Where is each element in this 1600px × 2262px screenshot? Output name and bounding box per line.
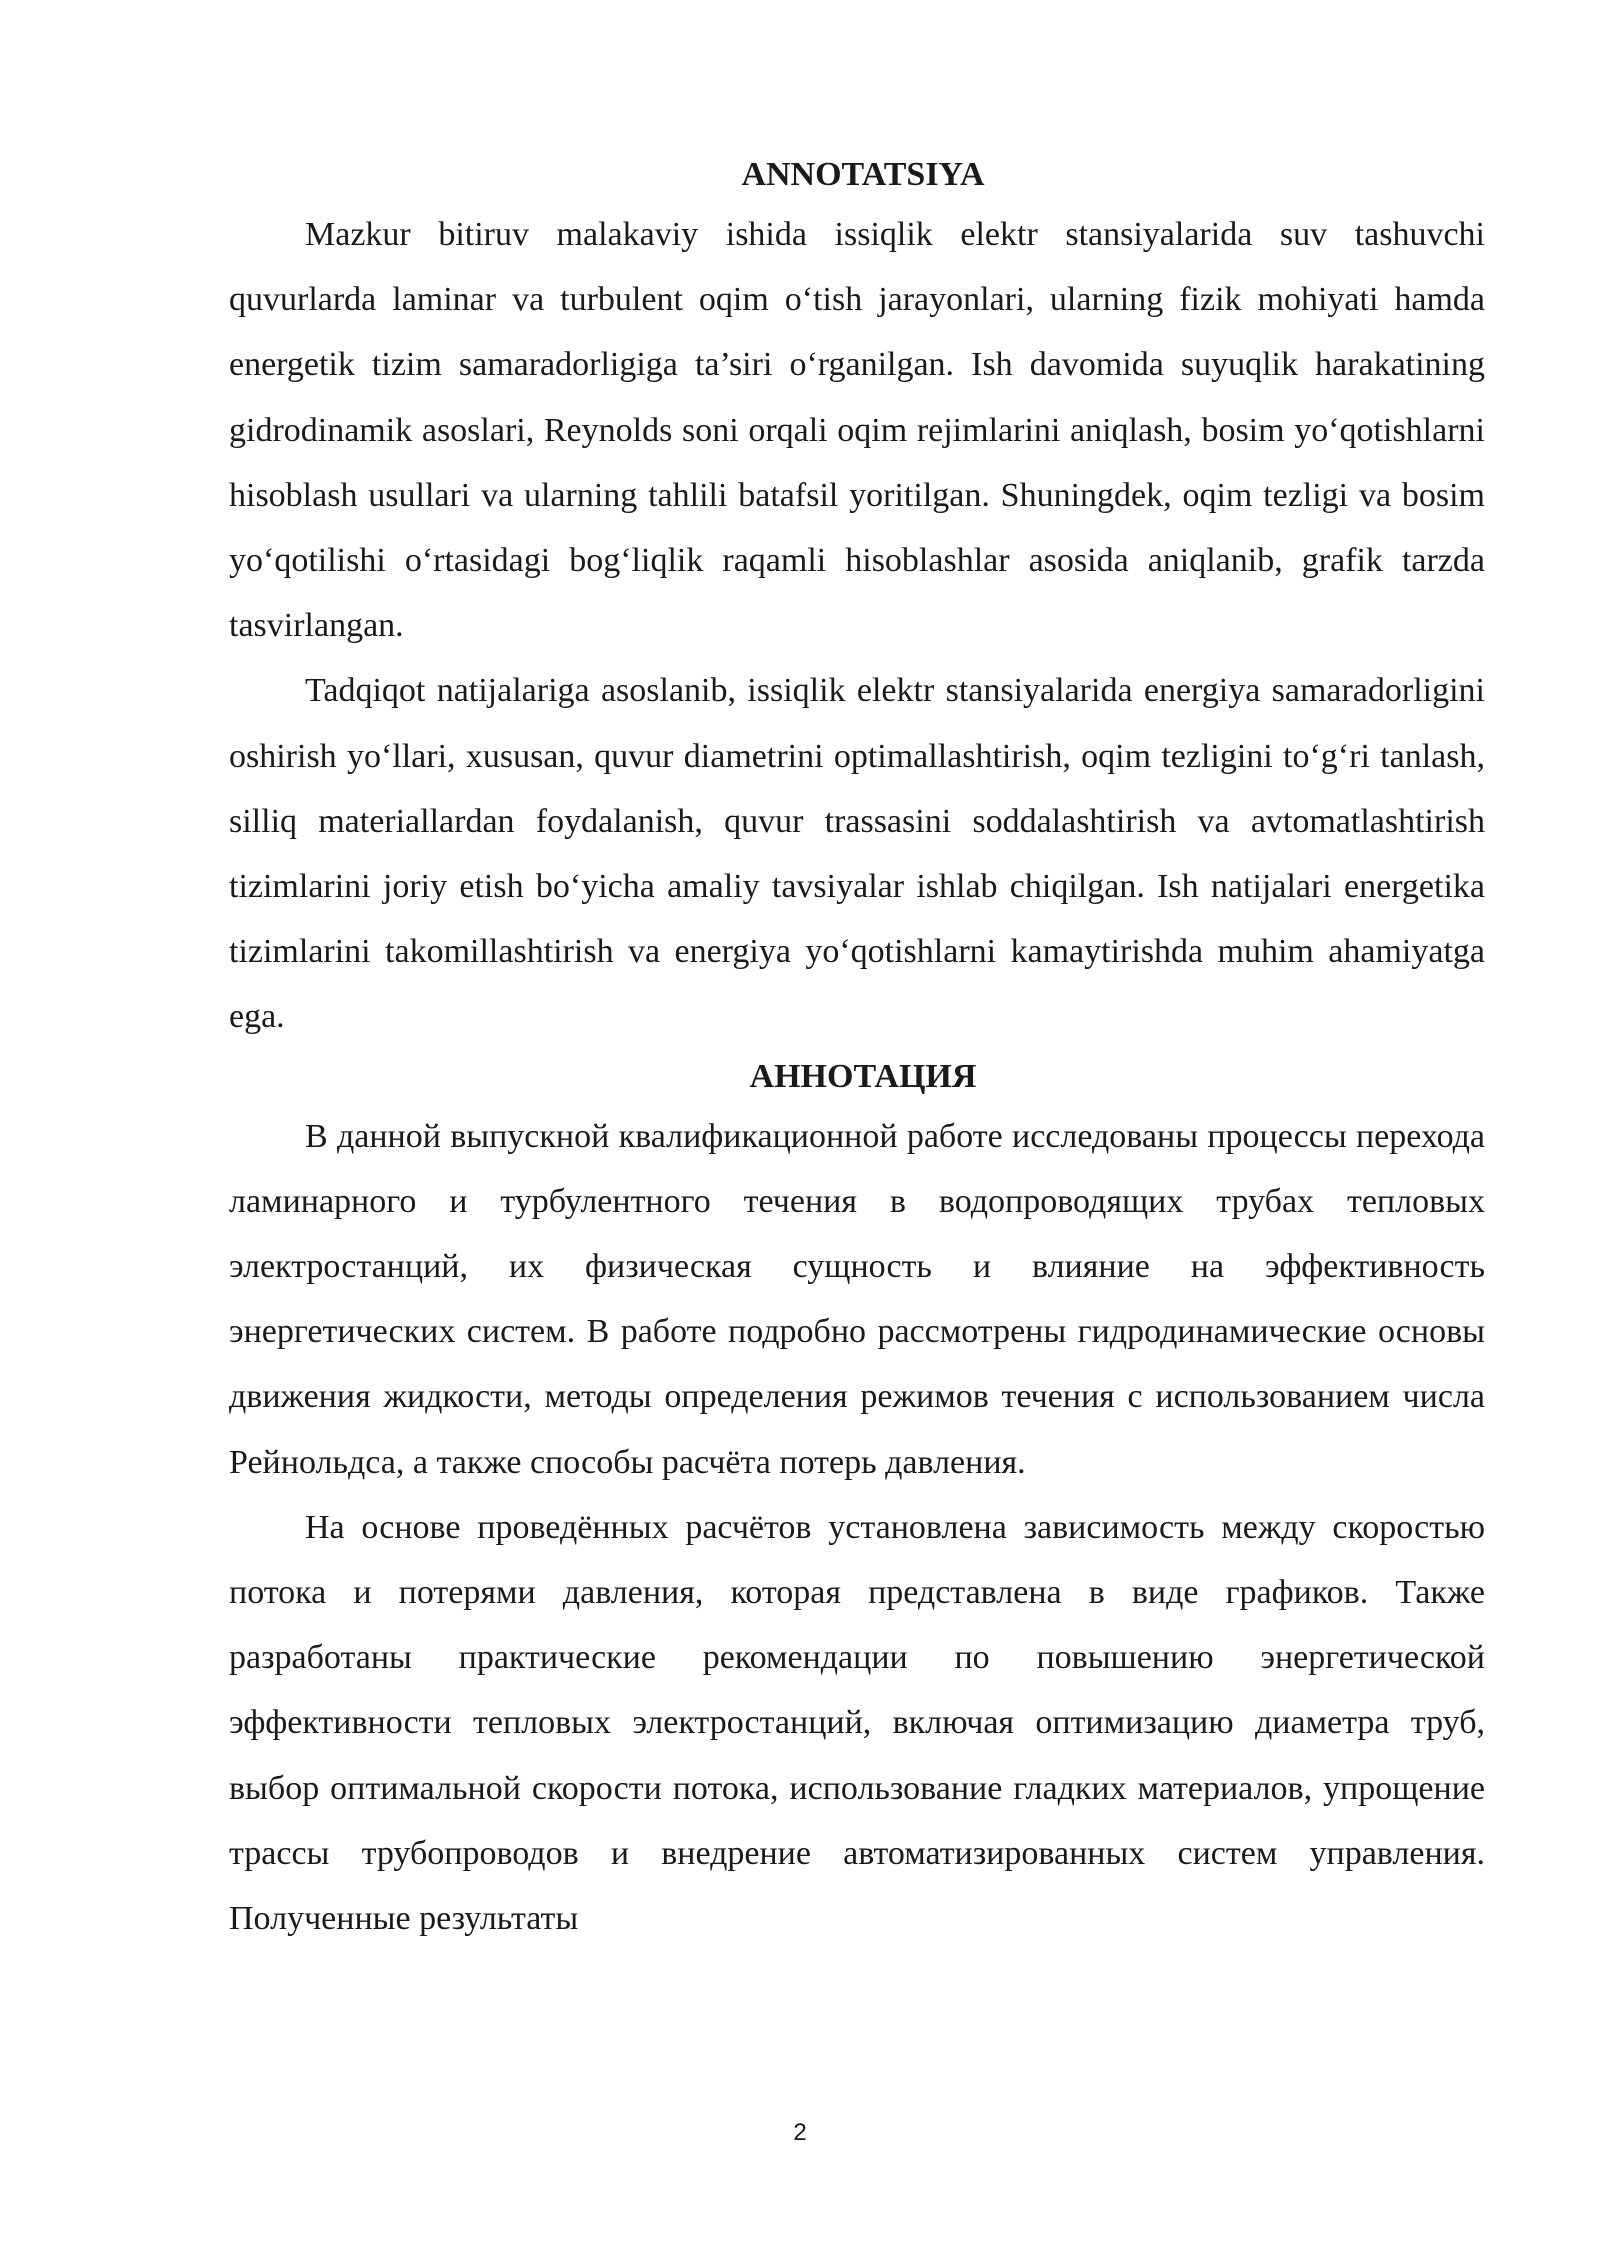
page-content bbox=[229, 148, 1485, 1951]
annotation-paragraph-ru-2: На основе проведённых расчётов установлена зависимость между скоростью потока и потерями давления, которая представлена в виде графиков. Также разработаны практические рекомендации по повышению энергетической эффективности тепловых электростанций, включая оптимизацию диаметра труб, выбор оптимальной скорости потока, использование гладких материалов, упрощение трассы трубопроводов и внедрение автоматизированных систем управления. Полученные результаты bbox=[229, 1508, 1485, 1938]
annotation-paragraph-uz-1: Mazkur bitiruv malakaviy ishida issiqlik elektr stansiyalarida suv tashuvchi quvurlarda laminar va turbulent oqim o‘tish jarayonlari, ularning fizik mohiyati hamda energetik tizim samaradorligiga ta’siri o‘rganilgan. Ish davomida suyuqlik harakatining gidrodinamik asoslari, Reynolds soni orqali oqim rejimlarini aniqlash, bosim yo‘qotishlarni hisoblash usullari va ularning tahlili batafsil yoritilgan. Shuningdek, oqim tezligi va bosim yo‘qotilishi o‘rtasidagi bog‘liqlik raqamli hisoblashlar asosida aniqlanib, grafik tarzda tasvirlangan. bbox=[229, 216, 1485, 645]
annotation-paragraph-ru-1: В данной выпускной квалификационной работе исследованы процессы перехода ламинарного и турбулентного течения в водопроводящих трубах тепловых электростанций, их физическая сущность и влияние на эффективность энергетических систем. В работе подробно рассмотрены гидродинамические основы движения жидкости, методы определения режимов течения с использованием числа Рейнольдса, а также способы расчёта потерь давления. bbox=[229, 1117, 1485, 1481]
annotation-title-uz: ANNOTATSIYA bbox=[741, 156, 985, 193]
annotation-paragraph-uz-2: Tadqiqot natijalariga asoslanib, issiqlik elektr stansiyalarida energiya samaradorligini oshirish yo‘llari, xususan, quvur diametrini optimallashtirish, oqim tezligini to‘g‘ri tanlash, silliq materiallardan foydalanish, quvur trassasini soddalashtirish va avtomatlashtirish tizimlarini joriy etish bo‘yicha amaliy tavsiyalar ishlab chiqilgan. Ish natijalari energetika tizimlarini takomillashtirish va energiya yo‘qotishlarni kamaytirishda muhim ahamiyatga ega. bbox=[229, 672, 1485, 1036]
page-number-footer bbox=[0, 2118, 1600, 2148]
annotation-title-ru: АННОТАЦИЯ bbox=[749, 1057, 977, 1095]
page-number: 2 bbox=[793, 2119, 807, 2146]
